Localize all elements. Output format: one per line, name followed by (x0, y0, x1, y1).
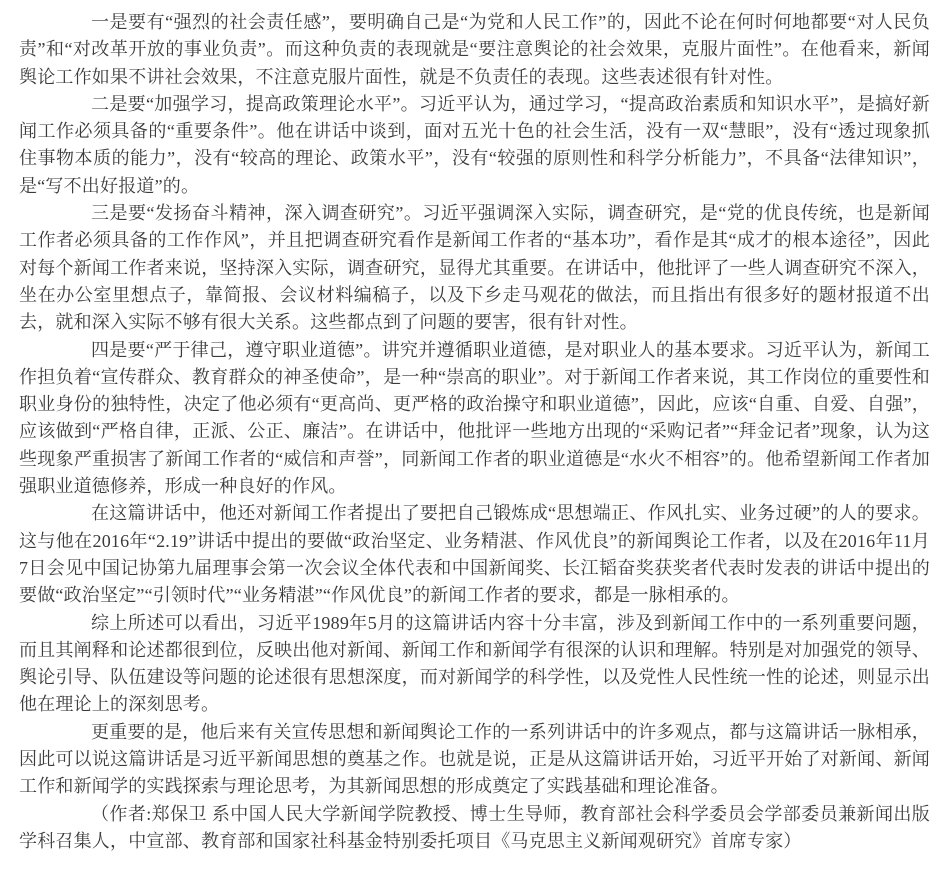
author-note: （作者:郑保卫 系中国人民大学新闻学院教授、博士生导师，教育部社会科学委员会学部委员兼新闻出版学科召集人，中宣部、教育部和国家社科基金特别委托项目《马克思主义新闻观研究》首席专家） (19, 803, 930, 851)
paragraph-investigation: 三是要“发扬奋斗精神，深入调查研究”。习近平强调深入实际，调查研究，是“党的优良传统，也是新闻工作者必须具备的工作作风”，并且把调查研究看作是新闻工作者的“基本功”，看作是其“成才的根本途径”，因此对每个新闻工作者来说，坚持深入实际，调查研究，显得尤其重要。在讲话中，他批评了一些人调查研究不深入，坐在办公室里想点子，靠简报、会议材料编稿子，以及下乡走马观花的做法，而且指出有很多好的题材报道不出去，就和深入实际不够有很大关系。这些都点到了问题的要害，很有针对性。 (19, 203, 930, 333)
paragraph-summary: 综上所述可以看出，习近平1989年5月的这篇讲话内容十分丰富，涉及到新闻工作中的一系列重要问题，而且其阐释和论述都很到位，反映出他对新闻、新闻工作和新闻学有很深的认识和理解。特别是对加强党的领导、舆论引导、队伍建设等问题的论述很有思想深度，而对新闻学的科学性，以及党性人民性统一性的论述，则显示出他在理论上的深刻思考。 (19, 612, 930, 715)
paragraph-study: 二是要“加强学习，提高政策理论水平”。习近平认为，通过学习，“提高政治素质和知识水平”，是搞好新闻工作必须具备的“重要条件”。他在讲话中谈到，面对五光十色的社会生活，没有一双“慧眼”，没有“透过现象抓住事物本质的能力”，没有“较高的理论、政策水平”，没有“较强的原则性和科学分析能力”，不具备“法律知识”，是“写不出好报道”的。 (19, 93, 930, 196)
paragraph-responsibility: 一是要有“强烈的社会责任感”，要明确自己是“为党和人民工作”的，因此不论在何时何地都要“对人民负责”和“对改革开放的事业负责”。而这种负责的表现就是“要注意舆论的社会效果，克服片面性”。在他看来，新闻舆论工作如果不讲社会效果，不注意克服片面性，就是不负责任的表现。这些表述很有针对性。 (19, 12, 930, 87)
paragraph-ethics: 四是要“严于律己，遵守职业道德”。讲究并遵循职业道德，是对职业人的基本要求。习近平认为，新闻工作担负着“宣传群众、教育群众的神圣使命”，是一种“崇高的职业”。对于新闻工作者来说，其工作岗位的重要性和职业身份的独特性，决定了他必须有“更高尚、更严格的政治操守和职业道德”，因此，应该“自重、自爱、自强”，应该做到“严格自律，正派、公正、廉洁”。在讲话中，他批评一些地方出现的“采购记者”“拜金记者”现象，认为这些现象严重损害了新闻工作者的“威信和声誉”，同新闻工作者的职业道德是“水火不相容”的。他希望新闻工作者加强职业道德修养，形成一种良好的作风。 (19, 339, 930, 497)
paragraph-foundation: 更重要的是，他后来有关宣传思想和新闻舆论工作的一系列讲话中的许多观点，都与这篇讲话一脉相承，因此可以说这篇讲话是习近平新闻思想的奠基之作。也就是说，正是从这篇讲话开始，习近平开始了对新闻、新闻工作和新闻学的实践探索与理论思考，为其新闻思想的形成奠定了实践基础和理论准备。 (19, 721, 930, 797)
paragraph-requirements: 在这篇讲话中，他还对新闻工作者提出了要把自己锻炼成“思想端正、作风扎实、业务过硬”的人的要求。这与他在2016年“2.19”讲话中提出的要做“政治坚定、业务精湛、作风优良”的新闻舆论工作者，以及在2016年11月7日会见中国记协第九届理事会第一次会议全体代表和中国新闻奖、长江韬奋奖获奖者代表时发表的讲话中提出的要做“政治坚定”“引领时代”“业务精湛”“作风优良”的新闻工作者的要求，都是一脉相承的。 (19, 503, 930, 606)
